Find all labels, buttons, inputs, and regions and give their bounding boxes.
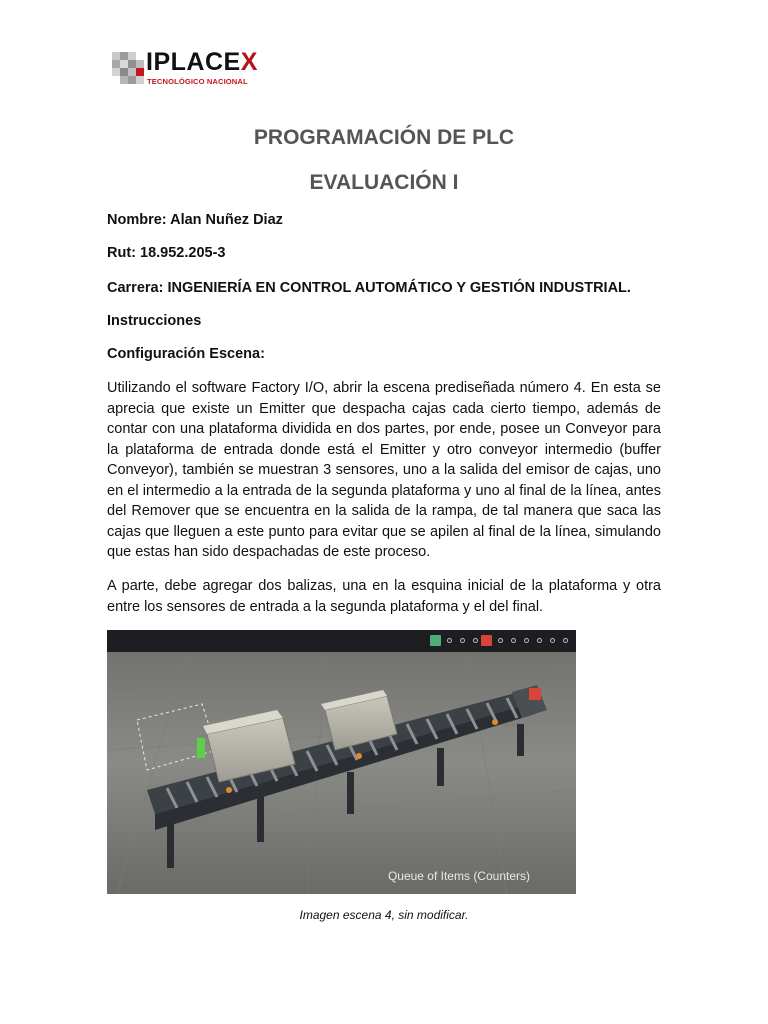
student-career: Carrera: INGENIERÍA EN CONTROL AUTOMÁTICO Y GESTIÓN INDUSTRIAL.	[107, 280, 631, 296]
instructions-heading: Instrucciones	[107, 313, 202, 329]
info-icon	[508, 635, 519, 646]
search-icon	[560, 635, 571, 646]
play-icon	[430, 635, 441, 646]
paragraph-beacons: A parte, debe agregar dos balizas, una en la esquina inicial de la plataforma y otra entre los sensores de entrada a la segunda plataforma y el del final.	[107, 578, 661, 615]
pause-icon	[444, 635, 455, 646]
camera-icon	[470, 635, 481, 646]
emitter-sensor-icon	[197, 738, 205, 758]
remover-icon	[529, 688, 541, 700]
evaluation-title: EVALUACIÓN I	[309, 171, 459, 194]
logo-subtitle: TECNOLÓGICO NACIONAL	[147, 77, 248, 86]
logo-wordmark: IPLACEX	[146, 48, 258, 76]
factory-io-toolbar	[107, 630, 576, 652]
scene-illustration	[107, 630, 576, 894]
student-rut: Rut: 18.952.205-3	[107, 245, 226, 261]
course-title: PROGRAMACIÓN DE PLC	[253, 126, 515, 149]
scene-config-heading: Configuración Escena:	[107, 346, 265, 362]
iplacex-logo	[112, 50, 282, 88]
paragraph-scene-description: Utilizando el software Factory I/O, abrir la escena prediseñada número 4. En esta se aprecia que existe un Emitter que despacha cajas cada cierto tiempo, además de contar con una plataforma dividida en dos partes, por ende, posee un Conveyor para la plataforma de entrada donde está el Emitter y otro conveyor intermedio (buffer Conveyor), también se muestran 3 sensores, uno a la salida del emisor de cajas, uno en el intermedio a la entrada de la segunda plataforma y uno al final de la línea, antes del Remover que se encuentra en la salida de la rampa, de tal manera que saca las cajas que lleguen a este punto para evitar que se apilen al final de la línea, simulando que estas han sido despachadas de este proceso.	[107, 380, 661, 560]
stop-icon	[481, 635, 492, 646]
scene-overlay-label: Queue of Items (Counters)	[387, 869, 530, 883]
expand-icon	[547, 635, 558, 646]
reset-icon	[457, 635, 468, 646]
logo-mosaic-icon	[112, 52, 144, 86]
menu-icon	[534, 635, 545, 646]
factory-io-scene-image	[107, 630, 576, 894]
settings-icon	[495, 635, 506, 646]
student-name: Nombre: Alan Nuñez Diaz	[107, 212, 283, 228]
eye-icon	[521, 635, 532, 646]
image-caption: Imagen escena 4, sin modificar.	[299, 908, 469, 922]
